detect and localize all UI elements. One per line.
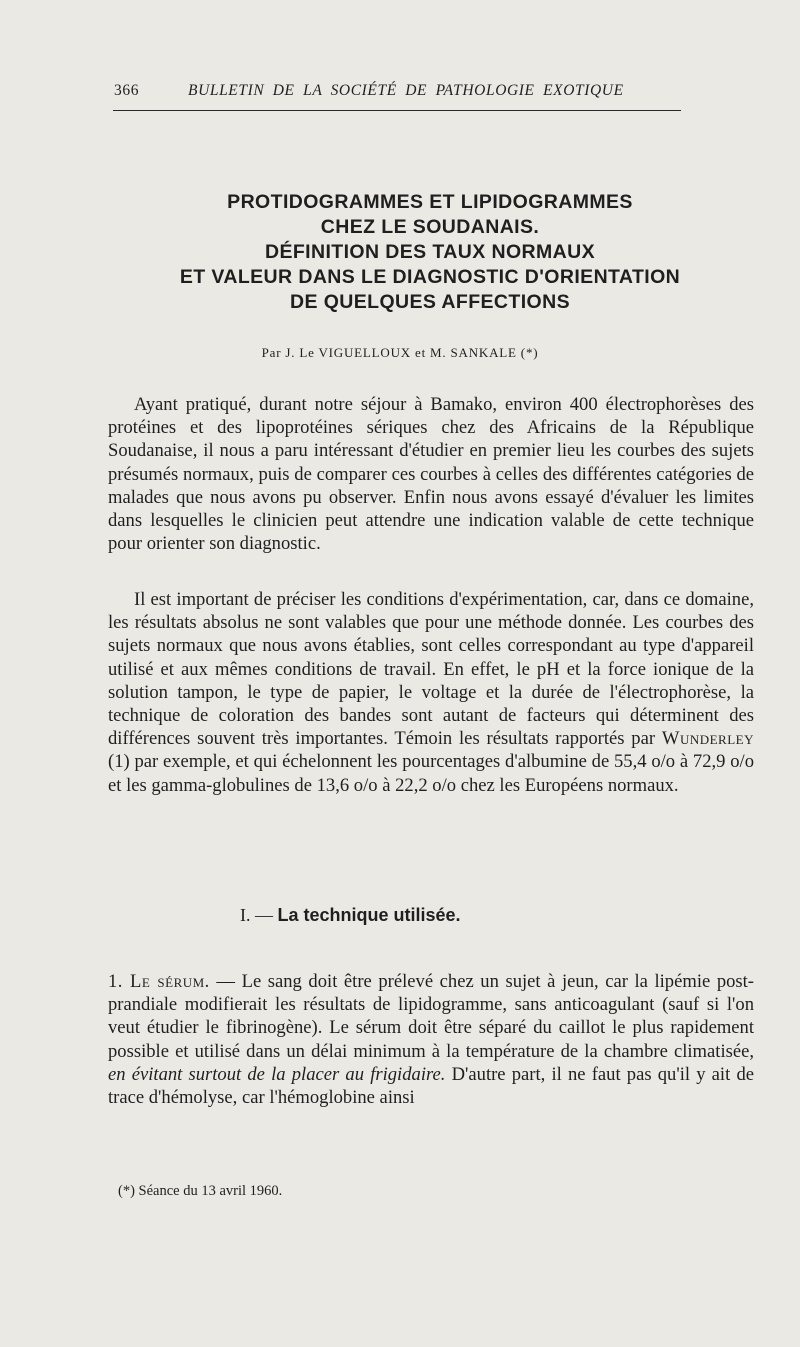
paragraph-text: — Le sang doit être prélevé chez un sujet à jeun, car la lipémie post-prandiale modifierait les résultats de lipidogramme, sans anticoagulant (sauf si l'on veut étudier le fibrinogène). Le sérum doit être séparé du caillot le plus rapidement possible et utilisé dans un délai minimum à la température de la chambre climatisée, [108, 971, 755, 1062]
paragraph-text: Il est important de préciser les conditions d'expérimentation, car, dans ce domaine, les résultats absolus ne sont valables que pour une méthode donnée. Les courbes des sujets normaux que nous avons établies, sont celles correspondant au type d'appareil utilisé et aux mêmes conditions de travail. En effet, le pH et la force ionique de la solution tampon, le type de papier, le voltage et la durée de l'électrophorèse, la technique de coloration des bandes sont autant de facteurs qui déterminent des différences souvent très importantes. Témoin les résultats rapportés par [108, 589, 754, 750]
title-line: CHEZ LE SOUDANAIS. [320, 216, 540, 238]
paragraph-introduction: Ayant pratiqué, durant notre séjour à Bamako, environ 400 électrophorèses des protéines et des lipoprotéines sériques chez des Africains de la République Soudanaise, il nous a paru intéressant d'étudier en premier lieu les courbes des sujets présumés normaux, puis de comparer ces courbes à celles des différentes catégories de malades que nous avons pu observer. Enfin nous avons essayé d'évaluer les limites dans lesquelles le clinicien peut attendre une indication valable de cette technique pour orienter son diagnostic. [108, 394, 754, 555]
title-line: DE QUELQUES AFFECTIONS [289, 291, 570, 313]
paragraph-serum [108, 970, 754, 1109]
cited-author: Wunderley [661, 728, 754, 750]
paragraph-text: (1) par exemple, et qui échelonnent les pourcentages d'albumine de 55,4 o/o à 72,9 o/o et les gamma-globulines de 13,6 o/o à 22,2 o/o chez les Européens normaux. [108, 751, 754, 796]
title-line: PROTIDOGRAMMES ET LIPIDOGRAMMES [227, 191, 633, 213]
paragraph-text: D'autre part, il ne faut pas qu'il y ait de trace d'hémolyse, car l'hémoglobine ainsi [108, 1063, 754, 1109]
paragraph-conditions [108, 588, 754, 797]
subsection-label: 1. Le sérum. [108, 971, 210, 992]
section-heading [240, 905, 640, 926]
article-title [100, 190, 760, 315]
title-line: ET VALEUR DANS LE DIAGNOSTIC D'ORIENTATION [179, 266, 681, 288]
author-byline: Par J. Le VIGUELLOUX et M. SANKALE (*) [261, 345, 539, 360]
journal-title: BULLETIN DE LA SOCIÉTÉ DE PATHOLOGIE EXOTIQUE [188, 82, 624, 99]
emphasis-text: en évitant surtout de la placer au frigidaire. [108, 1063, 446, 1085]
header-rule [113, 110, 681, 111]
title-line: DÉFINITION DES TAUX NORMAUX [264, 241, 596, 263]
page-number: 366 [114, 82, 140, 99]
section-title: La technique utilisée. [277, 905, 461, 925]
footnote: (*) Séance du 13 avril 1960. [118, 1183, 283, 1199]
section-number: I. — [240, 905, 278, 925]
running-header [110, 82, 680, 108]
